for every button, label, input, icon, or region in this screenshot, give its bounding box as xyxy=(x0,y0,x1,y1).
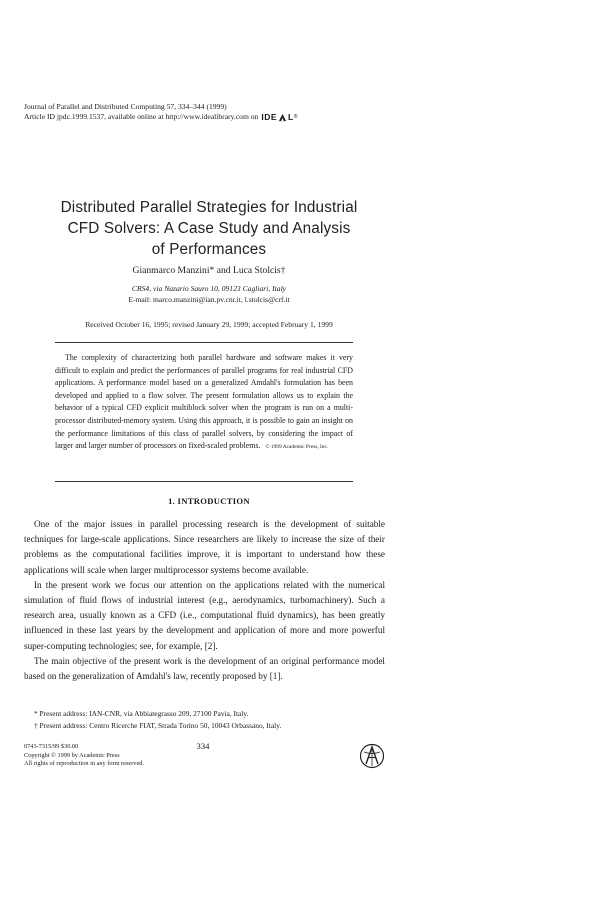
copyright-footer xyxy=(24,743,144,769)
paper-title xyxy=(40,197,378,260)
journal-citation: Journal of Parallel and Distributed Computing 57, 334–344 (1999) xyxy=(24,102,227,111)
author-emails: E-mail: marco.manzini@ian.pv.cnr.it, l.stolcis@crf.it xyxy=(128,295,290,304)
abstract-bottom-rule xyxy=(55,481,353,482)
footer-line: All rights of reproduction in any form reserved. xyxy=(24,760,144,768)
footnotes xyxy=(34,708,281,731)
journal-header xyxy=(24,102,298,122)
affiliation: CRS4, via Nazario Sauro 10, 09123 Cagliari, Italy xyxy=(131,284,287,293)
article-id-line xyxy=(24,112,298,123)
ideal-logo: IDE L ® xyxy=(261,111,298,122)
publisher-logo-icon xyxy=(359,742,385,770)
body-paragraph: In the present work we focus our attention on the applications related with the numerical simulation of fluid flows of industrial interest (e.g., aerodynamics, turbomachinery). Such a research area, usually known as a CFD (i.e., computational fluid dynamics), has been greatly influenced in these last years by the development and application of more and more powerful super-computing technologies; see, for example, [2]. xyxy=(24,579,385,651)
article-id-text: Article ID jpdc.1999.1537, available online at http://www.idealibrary.com on xyxy=(24,111,259,121)
title-line: CFD Solvers: A Case Study and Analysis xyxy=(67,220,351,237)
received-dates: Received October 16, 1995; revised January 29, 1999; accepted February 1, 1999 xyxy=(85,320,333,329)
body-paragraph: The main objective of the present work is the development of an original performance model based on the generalization of Amdahl's law, recently proposed by [1]. xyxy=(24,655,385,682)
body-paragraph: One of the major issues in parallel processing research is the development of suitable techniques for large-scale applications. Since researchers are likely to increase the size of their problems as the computational facilities improve, it is important to understand how these applications will scale when larger multiprocessor systems become available. xyxy=(24,519,385,575)
ideal-a-logo-icon xyxy=(278,113,287,122)
footer-line: 0743-7315/99 $30.00 xyxy=(24,743,79,750)
page-number: 334 xyxy=(196,741,210,751)
body-text xyxy=(24,517,385,684)
footnote: † Present address: Centro Ricerche FIAT, Strada Torino 50, 10043 Orbassano, Italy. xyxy=(34,720,282,730)
title-line: Distributed Parallel Strategies for Industrial xyxy=(60,199,358,216)
title-line: of Performances xyxy=(151,241,267,258)
abstract-copyright: © 1999 Academic Press, Inc. xyxy=(265,444,329,451)
abstract-text: The complexity of characterizing both parallel hardware and software makes it very difficult to explain and predict the performances of parallel programs for real industrial CFD applications. A performance model based on a generalized Amdahl's formulation has been developed and applied to a flow solver. The present formulation allows us to explain the behavior of a typical CFD explicit multiblock solver when the program is run on a multi-processor distributed-memory system. Using this approach, it is possible to gain an insight on the performance limitations of this class of parallel solvers, by considering the impact of larger and larger number of processors on fixed-scaled problems. xyxy=(55,353,353,451)
section-heading: 1. INTRODUCTION xyxy=(168,496,250,506)
footer-line: Copyright © 1999 by Academic Press xyxy=(24,751,120,759)
abstract xyxy=(55,352,353,454)
authors: Gianmarco Manzini* and Luca Stolcis† xyxy=(132,265,286,276)
abstract-top-rule xyxy=(55,342,353,343)
footnote: * Present address: IAN-CNR, via Abbiategrasso 209, 27100 Pavia, Italy. xyxy=(34,709,249,718)
